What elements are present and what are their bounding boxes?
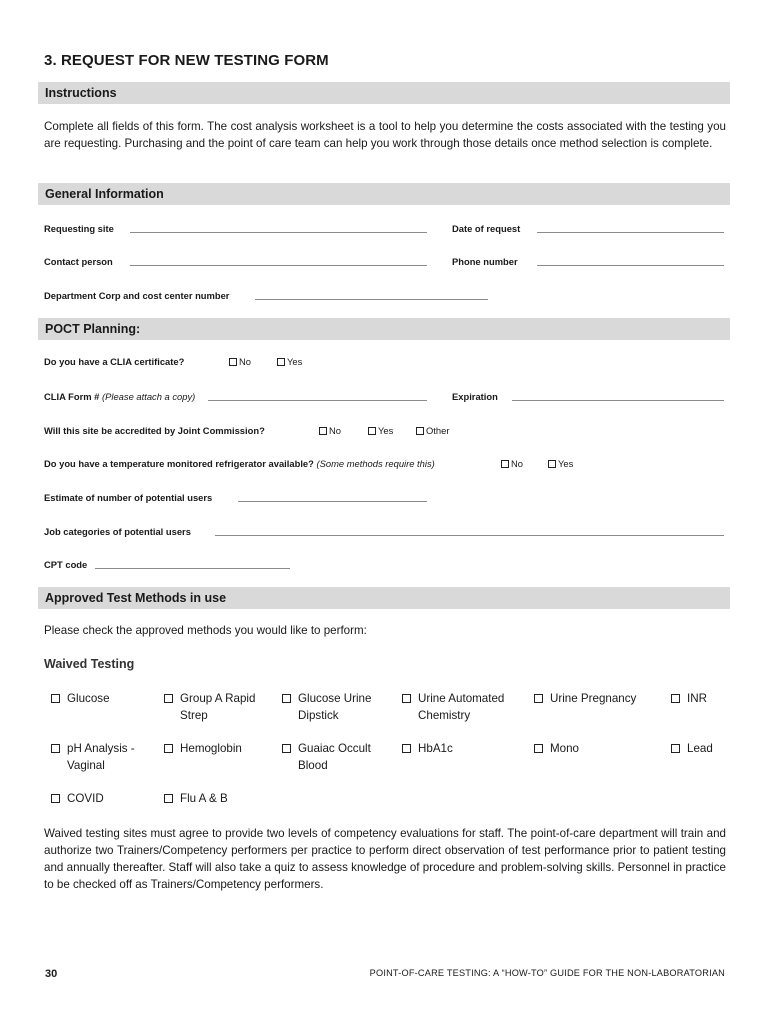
checkbox-label: Yes (558, 458, 574, 469)
method-label: INR (687, 692, 707, 705)
checkbox-icon (164, 794, 173, 803)
methods-prompt: Please check the approved methods you would like to perform: (44, 624, 367, 637)
method-label: COVID (67, 792, 104, 805)
checkbox-icon (501, 460, 509, 468)
expiration-field[interactable] (512, 400, 724, 401)
method-hba1c-checkbox[interactable] (402, 740, 453, 757)
checkbox-icon (534, 694, 543, 703)
checkbox-icon (368, 427, 376, 435)
clia-certificate-question: Do you have a CLIA certificate? (44, 356, 185, 367)
joint-commission-no-checkbox[interactable] (319, 425, 341, 436)
method-label: HbA1c (418, 742, 453, 755)
method-flu-a-b-checkbox[interactable] (164, 790, 228, 807)
method-mono-checkbox[interactable] (534, 740, 579, 757)
checkbox-icon (277, 358, 285, 366)
joint-commission-yes-checkbox[interactable] (368, 425, 393, 436)
job-categories-field[interactable] (215, 535, 724, 536)
clia-certificate-yes-checkbox[interactable] (277, 356, 302, 367)
joint-commission-other-checkbox[interactable] (416, 425, 449, 436)
poct-planning-heading: POCT Planning: (38, 318, 730, 340)
method-hemoglobin-checkbox[interactable] (164, 740, 242, 757)
checkbox-icon (51, 694, 60, 703)
phone-number-label: Phone number (452, 256, 518, 267)
checkbox-icon (534, 744, 543, 753)
method-label: Hemoglobin (180, 742, 242, 755)
cpt-code-label: CPT code (44, 559, 88, 570)
waived-testing-note: Waived testing sites must agree to provide two levels of competency evaluations for staff. The point-of-care department will train and authorize two Trainers/Competency performers per practice to perform direct observation of test performance prior to patient testing and annually thereafter. Staff will also take a quiz to assess knowledge of procedure and problem-solving skills. Personnel in practice to be checked off as Trainers/Competency performers. (44, 827, 726, 891)
checkbox-label: Other (426, 425, 450, 436)
method-guaiac-occult-checkbox[interactable] (282, 740, 371, 774)
clia-certificate-no-checkbox[interactable] (229, 356, 251, 367)
clia-form-text: CLIA Form # (44, 391, 100, 402)
method-label: Glucose Urine Dipstick (298, 692, 372, 722)
contact-person-label: Contact person (44, 256, 113, 267)
checkbox-label: No (511, 458, 523, 469)
contact-person-field[interactable] (130, 265, 427, 266)
method-label: pH Analysis - Vaginal (67, 742, 135, 772)
checkbox-icon (164, 744, 173, 753)
method-glucose-urine-checkbox[interactable] (282, 690, 371, 724)
checkbox-icon (164, 694, 173, 703)
checkbox-icon (51, 744, 60, 753)
method-label: Group A Rapid Strep (180, 692, 256, 722)
general-information-heading: General Information (38, 183, 730, 205)
phone-number-field[interactable] (537, 265, 724, 266)
method-urine-pregnancy-checkbox[interactable] (534, 690, 636, 707)
method-covid-checkbox[interactable] (51, 790, 104, 807)
instructions-text: Complete all fields of this form. The cost analysis worksheet is a tool to help you determine the costs associated with the testing you are requesting. Purchasing and the point of care team can help you work through those details once method selection is complete. (44, 120, 726, 150)
joint-commission-question: Will this site be accredited by Joint Commission? (44, 425, 265, 436)
waived-testing-heading: Waived Testing (44, 657, 135, 671)
refrigerator-question-text: Do you have a temperature monitored refrigerator available? (44, 458, 314, 469)
clia-form-label (44, 391, 195, 402)
checkbox-icon (416, 427, 424, 435)
checkbox-icon (229, 358, 237, 366)
method-label: Glucose (67, 692, 110, 705)
page-title: 3. REQUEST FOR NEW TESTING FORM (44, 52, 329, 69)
refrigerator-no-checkbox[interactable] (501, 458, 523, 469)
cpt-code-field[interactable] (95, 568, 290, 569)
requesting-site-label: Requesting site (44, 223, 114, 234)
requesting-site-field[interactable] (130, 232, 427, 233)
date-of-request-field[interactable] (537, 232, 724, 233)
clia-form-field[interactable] (208, 400, 427, 401)
method-label: Urine Automated Chemistry (418, 692, 505, 722)
method-group-a-strep-checkbox[interactable] (164, 690, 255, 724)
running-title: POINT-OF-CARE TESTING: A “HOW-TO” GUIDE FOR THE NON-LABORATORIAN (369, 968, 725, 978)
checkbox-icon (548, 460, 556, 468)
date-of-request-label: Date of request (452, 223, 521, 234)
method-urine-automated-checkbox[interactable] (402, 690, 504, 724)
estimate-users-label: Estimate of number of potential users (44, 492, 213, 503)
refrigerator-question (44, 458, 435, 469)
checkbox-label: No (329, 425, 341, 436)
instructions-heading: Instructions (38, 82, 730, 104)
checkbox-icon (51, 794, 60, 803)
checkbox-icon (671, 744, 680, 753)
page-number: 30 (45, 968, 58, 980)
method-label: Guaiac Occult Blood (298, 742, 371, 772)
checkbox-icon (282, 744, 291, 753)
method-glucose-checkbox[interactable] (51, 690, 110, 707)
department-label: Department Corp and cost center number (44, 290, 230, 301)
checkbox-icon (671, 694, 680, 703)
checkbox-label: No (239, 356, 251, 367)
department-field[interactable] (255, 299, 488, 300)
method-label: Lead (687, 742, 713, 755)
expiration-label: Expiration (452, 391, 498, 402)
estimate-users-field[interactable] (238, 501, 427, 502)
refrigerator-hint: (Some methods require this) (316, 458, 435, 469)
checkbox-icon (319, 427, 327, 435)
checkbox-label: Yes (378, 425, 394, 436)
method-ph-analysis-checkbox[interactable] (51, 740, 135, 774)
method-lead-checkbox[interactable] (671, 740, 713, 757)
method-label: Flu A & B (180, 792, 228, 805)
method-label: Urine Pregnancy (550, 692, 637, 705)
clia-form-hint: (Please attach a copy) (102, 391, 196, 402)
job-categories-label: Job categories of potential users (44, 526, 191, 537)
checkbox-label: Yes (287, 356, 303, 367)
approved-methods-heading: Approved Test Methods in use (38, 587, 730, 609)
method-inr-checkbox[interactable] (671, 690, 707, 707)
method-label: Mono (550, 742, 580, 755)
checkbox-icon (402, 744, 411, 753)
refrigerator-yes-checkbox[interactable] (548, 458, 573, 469)
checkbox-icon (402, 694, 411, 703)
checkbox-icon (282, 694, 291, 703)
